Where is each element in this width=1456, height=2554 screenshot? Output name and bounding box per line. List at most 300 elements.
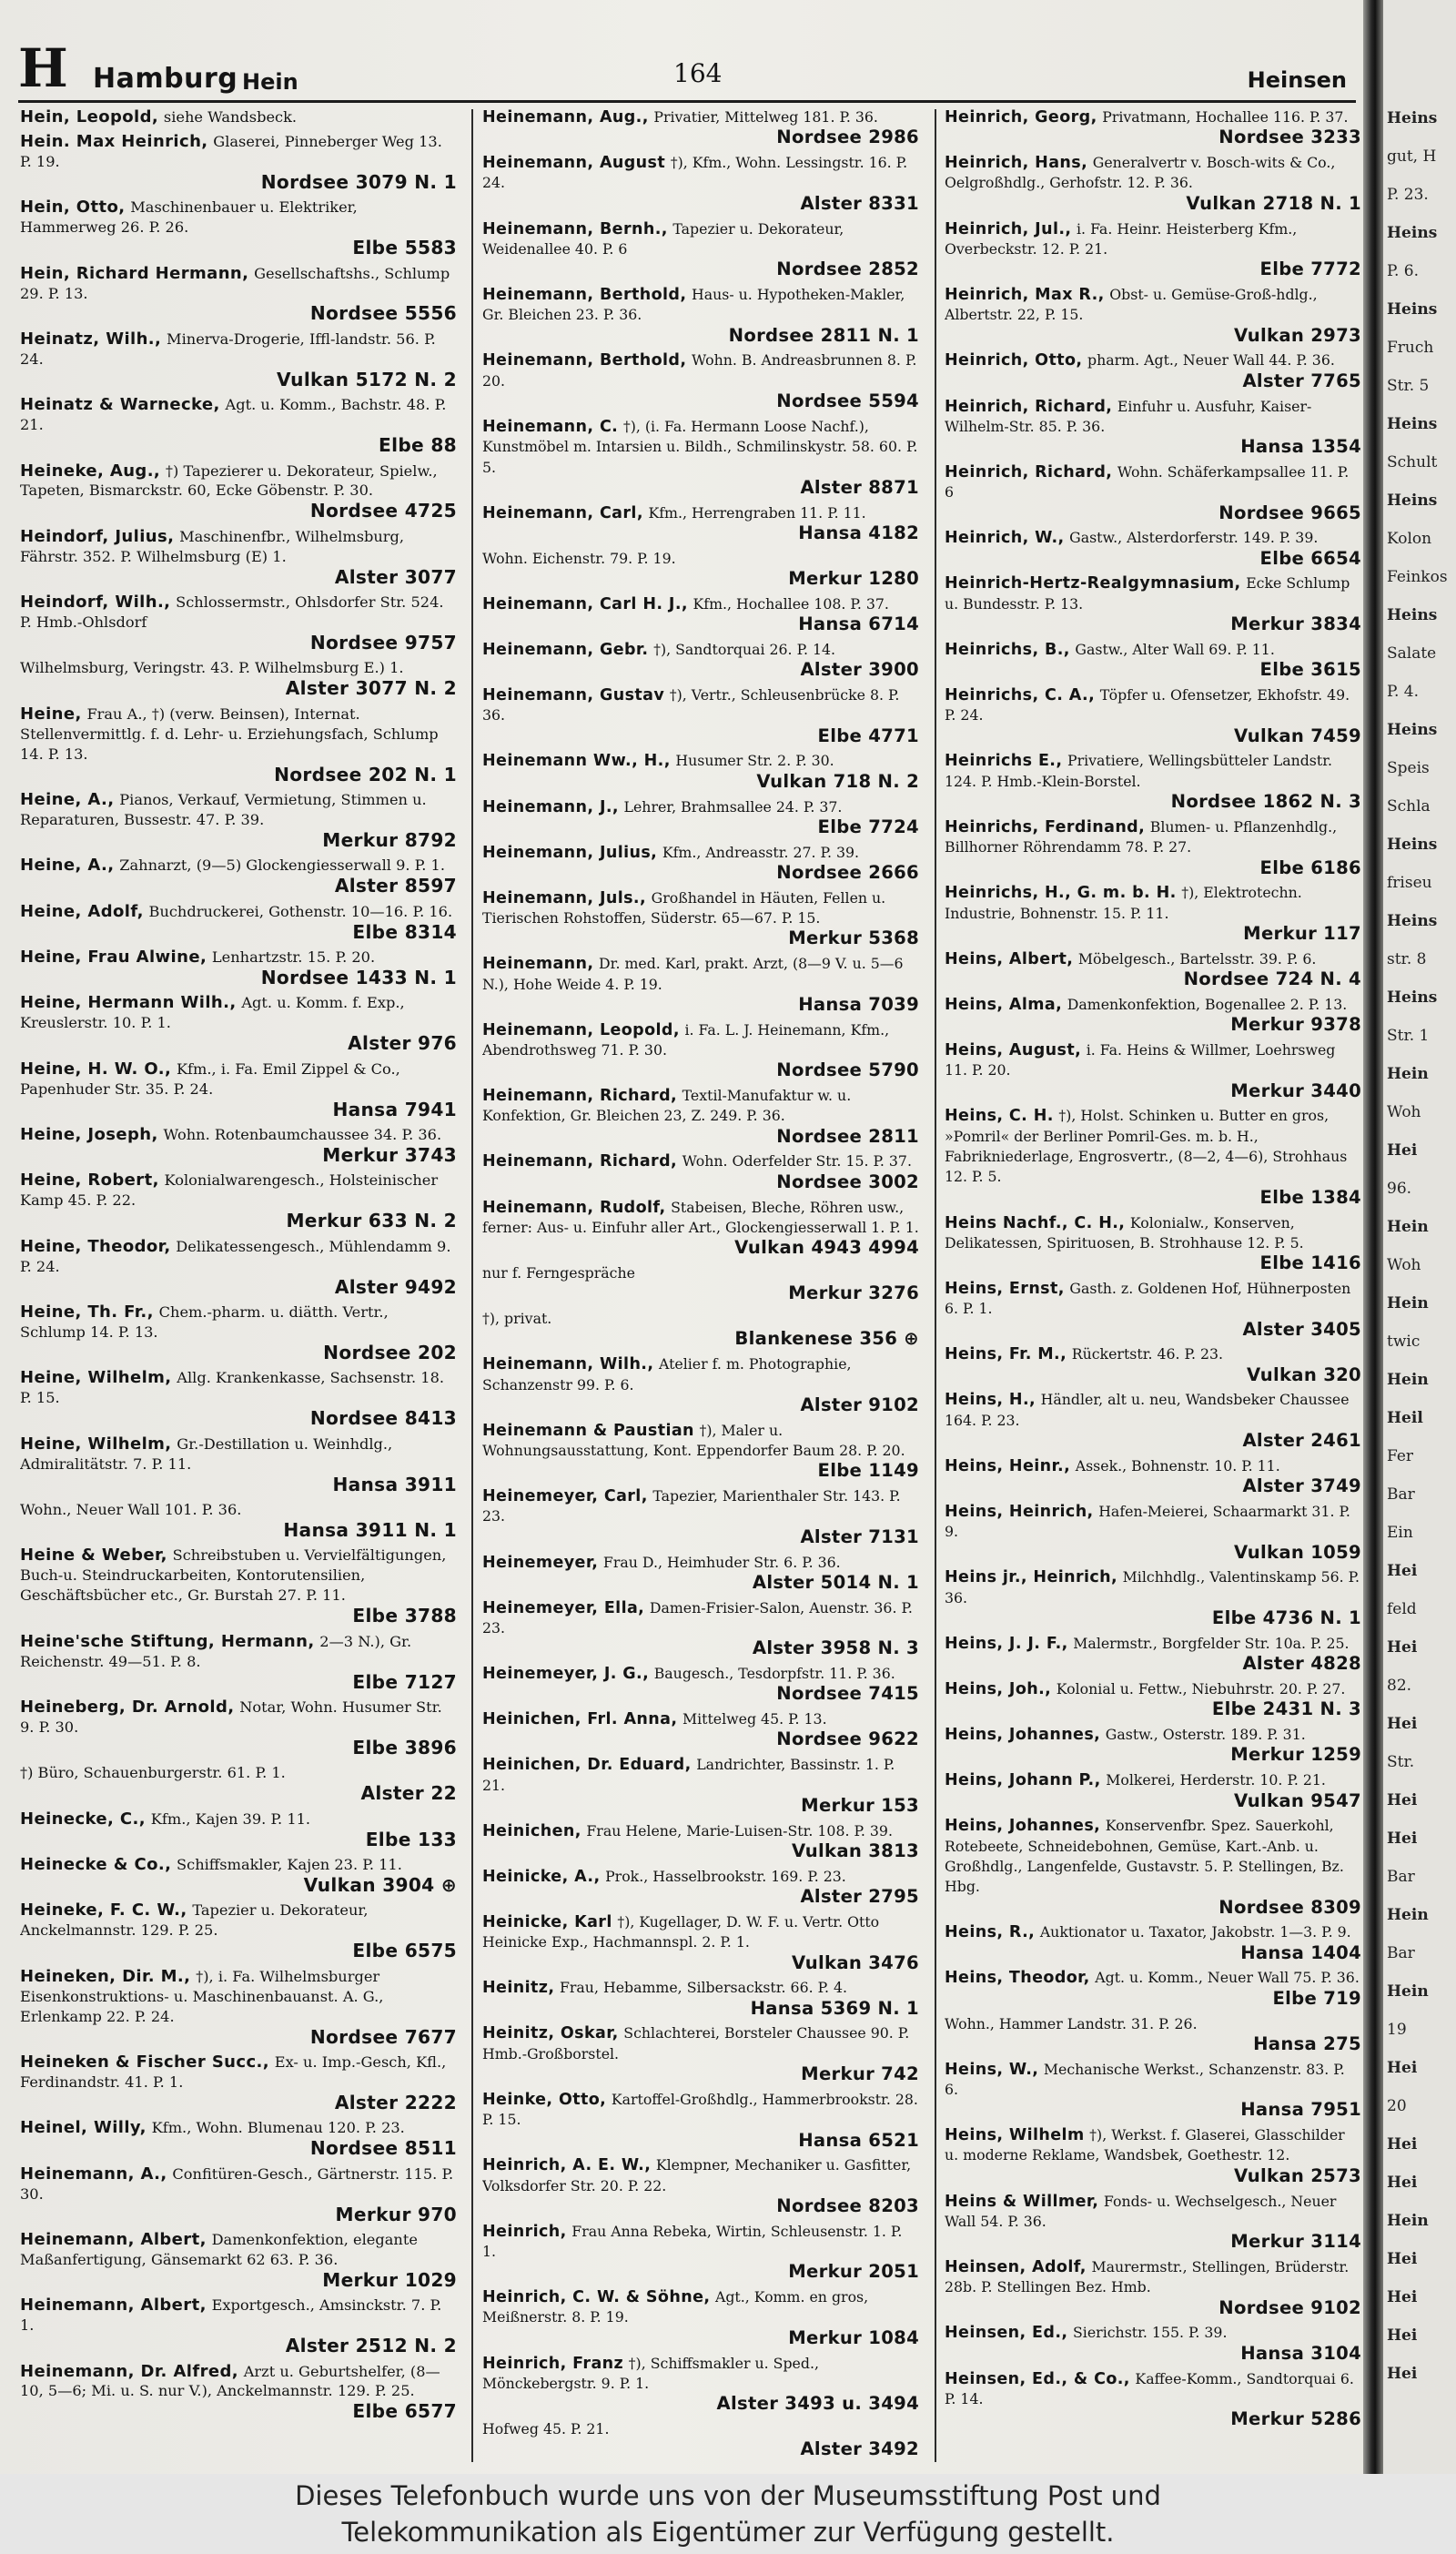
listing-name: Heinicke, Karl	[482, 1912, 612, 1931]
listing-entry	[20, 1809, 457, 1850]
listing-name: Heins, Alma,	[945, 995, 1063, 1014]
listing-entry	[20, 395, 457, 456]
page-header	[18, 36, 1356, 100]
listing-phone: Elbe 5583	[352, 237, 457, 259]
listing-details: Schlachterei, Borsteler Chaussee 90. P. Hmb.-Großborstel.	[482, 2024, 910, 2062]
listing-entry	[945, 685, 1361, 746]
listing-phone: Nordsee 9757	[309, 632, 457, 654]
listing-entry	[945, 817, 1361, 878]
listing-name: Heinemann, Carl H. J.,	[482, 594, 688, 613]
listing-name: Heinemann, Gebr.	[482, 640, 649, 659]
listing-name: Heinitz, Oskar,	[482, 2024, 619, 2043]
listing-phone: Nordsee 9102	[1218, 2296, 1361, 2318]
listing-details: Einfuhr u. Ausfuhr, Kaiser-Wilhelm-Str. 85. P. 36.	[945, 397, 1312, 435]
next-page-fragment: gut, H	[1387, 147, 1437, 166]
listing-details: †), Schiffsmakler u. Sped., Mönckebergstr. 9. P. 1.	[482, 2354, 819, 2392]
listing-name: Heine, Robert,	[20, 1171, 159, 1191]
listing-name: Heinemann, C.	[482, 417, 619, 436]
listing-details: Klempner, Mechaniker u. Gasfitter, Volksdorfer Str. 20. P. 22.	[482, 2156, 912, 2194]
listing-phone: Elbe 719	[1272, 1987, 1361, 2009]
listing-phone: Vulkan 9547	[1234, 1789, 1361, 1811]
next-page-fragment: Hei	[1387, 1562, 1418, 1580]
listing-details: †), i. Fa. Wilhelmsburger Eisenkonstruktions- u. Maschinenbauanst. A. G., Erlenkamp 22. P. 24.	[20, 1967, 384, 2025]
listing-phone: Merkur 1280	[788, 568, 919, 590]
listing-details: Rückertstr. 46. P. 23.	[1071, 1345, 1224, 1363]
listing-details: Stabeisen, Bleche, Röhren usw., ferner: Aus- u. Einfuhr aller Art., Glockengiesserwall 1. P. 1.	[482, 1198, 919, 1236]
listing-details: Gesellschaftshs., Schlump 29. P. 13.	[20, 264, 450, 302]
next-page-fragment: Hei	[1387, 2174, 1418, 2192]
listing-phone: Nordsee 7677	[309, 2025, 457, 2048]
listing-phone: Merkur 3834	[1230, 613, 1361, 635]
footer-banner	[0, 2474, 1456, 2554]
listing-phone: Nordsee 2986	[776, 127, 919, 148]
listing-phone: Merkur 3440	[1230, 1079, 1361, 1101]
next-page-fragment: str. 8	[1387, 950, 1427, 968]
listing-details: Lehrer, Brahmsallee 24. P. 37.	[623, 797, 843, 816]
listing-details: Privatiere, Wellingsbütteler Landstr. 124. P. Hmb.-Klein-Borstel.	[945, 752, 1333, 790]
listing-details: Händler, alt u. neu, Wandsbeker Chaussee 164. P. 23.	[945, 1391, 1350, 1429]
listing-name: Heindorf, Julius,	[20, 526, 175, 546]
next-page-fragment: Heins	[1387, 836, 1438, 854]
listing-details: Kartoffel-Großhdlg., Hammerbrookstr. 28. P. 15.	[482, 2090, 918, 2129]
listing-phone: Elbe 6575	[352, 1940, 457, 1962]
listing-details: Malermstr., Borgfelder Str. 10a. P. 25.	[1073, 1634, 1350, 1652]
next-page-fragment: 19	[1387, 2021, 1407, 2039]
listing-name: Heinemeyer, Ella,	[482, 1598, 645, 1617]
listing-entry	[20, 1059, 457, 1120]
listing-phone: Hansa 6521	[798, 2129, 919, 2151]
listing-phone: Merkur 3276	[788, 1282, 919, 1304]
listing-entry	[20, 902, 457, 943]
listing-name: Heinemann, Berthold,	[482, 351, 687, 370]
listing-phone: Vulkan 7459	[1234, 725, 1361, 746]
listing-details: i. Fa. Heins & Willmer, Loehrsweg 11. P. 20.	[945, 1040, 1336, 1079]
listing-name: Heinatz & Warnecke,	[20, 395, 220, 415]
listing-details: Kfm., Kajen 39. P. 11.	[150, 1809, 311, 1828]
listing-name: Heinrich-Hertz-Realgymnasium,	[945, 574, 1241, 593]
listing-details: Arzt u. Geburtshelfer, (8—10, 5—6; Mi. u. S. nur V.), Anckelmannstr. 129. P. 25.	[20, 2362, 440, 2400]
next-page-fragment: Salate	[1387, 644, 1437, 663]
listing-details: Auktionator u. Taxator, Jakobstr. 1—3. P. 9.	[1039, 1923, 1351, 1941]
listing-details: Wohn. Rotenbaumchaussee 34. P. 36.	[163, 1126, 442, 1144]
listing-entry	[482, 2023, 919, 2084]
listing-phone: Elbe 88	[379, 434, 457, 457]
listing-name: Heinitz,	[482, 1979, 555, 1998]
listing-phone: Alster 3077	[334, 565, 457, 588]
listing-name: Heinemann, Richard,	[482, 1087, 678, 1106]
listing-entry	[482, 2287, 919, 2348]
listing-phone: Merkur 970	[335, 2203, 457, 2225]
listing-details: Frau Helene, Marie-Luisen-Str. 108. P. 39.	[586, 1821, 893, 1839]
listing-name: Heinrich, Hans,	[945, 154, 1088, 173]
next-page-fragment: Hei	[1387, 1638, 1418, 1657]
next-page-fragment: 20	[1387, 2097, 1407, 2115]
listing-name: Heins, H.,	[945, 1391, 1036, 1410]
listing-phone: Merkur 153	[801, 1794, 919, 1816]
listing-phone: Alster 2512 N. 2	[285, 2335, 457, 2357]
range-end: Heinsen	[1247, 67, 1347, 93]
listing-name: Heine, Frau Alwine,	[20, 948, 207, 968]
listing-phone: Elbe 4771	[817, 725, 919, 746]
listing-details: Damen-Frisier-Salon, Auenstr. 36. P. 23.	[482, 1598, 913, 1637]
listing-entry	[20, 1237, 457, 1298]
listing-details: Schiffsmakler, Kajen 23. P. 11.	[177, 1855, 402, 1873]
listing-entry	[945, 1344, 1361, 1385]
listing-details: Tapezier u. Dekorateur, Anckelmannstr. 129. P. 25.	[20, 1901, 369, 1940]
listing-entry	[482, 1598, 919, 1659]
listing-name: Heine'sche Stiftung, Hermann,	[20, 1631, 315, 1651]
listing-phone: Nordsee 3002	[776, 1171, 919, 1192]
listing-phone: Elbe 3615	[1259, 659, 1361, 681]
listing-entry	[945, 2369, 1361, 2430]
listing-entry	[945, 350, 1361, 391]
listing-name: Heinrichs, C. A.,	[945, 686, 1096, 704]
listing-name: Heins, Johann P.,	[945, 1771, 1101, 1790]
next-page-fragment: P. 6.	[1387, 262, 1420, 280]
listing-entry	[945, 1106, 1361, 1208]
listing-details: Baugesch., Tesdorpfstr. 11. P. 36.	[653, 1665, 895, 1683]
listing-details: Assek., Bohnenstr. 10. P. 11.	[1075, 1456, 1280, 1475]
listing-details: Großhandel in Häuten, Fellen u. Tierischen Rohstoffen, Süderstr. 65—67. P. 15.	[482, 888, 886, 927]
listing-phone: Alster 7131	[800, 1525, 919, 1547]
listing-details: Frau A., †) (verw. Beinsen), Internat. Stellenvermittlg. f. d. Lehr- u. Erziehungsfach, Schlump 14. P. 13.	[20, 704, 439, 763]
listing-phone: Alster 2222	[334, 2091, 457, 2113]
listing-details: nur f. Ferngespräche	[482, 1264, 635, 1282]
listing-name: Heinrichs, Ferdinand,	[945, 817, 1146, 836]
listing-phone: Alster 3077 N. 2	[285, 677, 457, 700]
listing-entry	[20, 1967, 457, 2048]
listing-entry	[482, 1198, 919, 1259]
listing-phone: Elbe 1149	[817, 1460, 919, 1482]
listing-phone: Elbe 3788	[352, 1605, 457, 1627]
listing-name: Heinemann, A.,	[20, 2164, 167, 2184]
listing-name: Heinemann, Wilh.,	[482, 1355, 654, 1374]
listing-phone: Alster 8597	[334, 875, 457, 897]
listing-name: Hein, Leopold,	[20, 107, 159, 127]
listing-name: Heinemann, Aug.,	[482, 108, 649, 127]
next-page-fragment: Hei	[1387, 2135, 1418, 2154]
listing-entry	[945, 1968, 1361, 2009]
listing-details: Frau, Hebamme, Silbersackstr. 66. P. 4.	[559, 1979, 848, 1997]
listing-phone: Elbe 6654	[1259, 547, 1361, 569]
listing-phone: Nordsee 724 N. 4	[1183, 968, 1361, 990]
listing-phone: Vulkan 3476	[792, 1951, 919, 1973]
listing-entry	[482, 285, 919, 346]
listing-phone: Elbe 133	[365, 1828, 457, 1850]
listing-details: †), Elektrotechn. Industrie, Bohnenstr. 15. P. 11.	[945, 884, 1302, 922]
next-page-fragment: Hein	[1387, 1294, 1429, 1312]
page-number: 164	[673, 58, 723, 88]
listing-entry	[945, 1679, 1361, 1720]
listing-details: Zahnarzt, (9—5) Glockengiesserwall 9. P. 1.	[119, 856, 446, 875]
listing-entry	[482, 2090, 919, 2151]
listing-name: Heinemann, Gustav	[482, 686, 665, 704]
listing-entry	[945, 949, 1361, 990]
column-divider	[471, 109, 473, 2462]
listing-details: Frau D., Heimhuder Str. 6. P. 36.	[602, 1553, 841, 1571]
listing-phone: Vulkan 5172 N. 2	[277, 368, 457, 390]
listing-phone: Nordsee 3233	[1218, 127, 1361, 148]
listing-phone: Hansa 7951	[1240, 2099, 1361, 2121]
listing-entry	[945, 573, 1361, 634]
listing-details: Agt. u. Komm. f. Exp., Kreuslerstr. 10. P. 1.	[20, 994, 405, 1032]
column-2	[482, 107, 919, 2465]
listing-name: Heins, Fr. M.,	[945, 1345, 1067, 1364]
listing-details: Chem.-pharm. u. diätth. Vertr., Schlump 14. P. 13.	[20, 1303, 389, 1342]
column-divider	[935, 109, 936, 2462]
listing-details: Kfm., i. Fa. Emil Zippel & Co., Papenhuder Str. 35. P. 24.	[20, 1059, 400, 1098]
listing-phone: Alster 3958 N. 3	[752, 1637, 919, 1659]
listing-entry	[20, 1546, 457, 1627]
listing-phone: Nordsee 1862 N. 3	[1170, 791, 1361, 813]
listing-entry	[20, 1763, 457, 1804]
listing-name: Heinrich, Jul.,	[945, 219, 1072, 238]
listing-phone: Merkur 633 N. 2	[286, 1210, 457, 1232]
listing-phone: Vulkan 2718 N. 1	[1186, 192, 1361, 214]
listing-phone: Vulkan 718 N. 2	[756, 770, 919, 792]
listing-details: Haus- u. Hypotheken-Makler, Gr. Bleichen 23. P. 36.	[482, 285, 905, 324]
next-page-fragment: P. 4.	[1387, 683, 1420, 701]
listing-details: †), Sandtorquai 26. P. 14.	[653, 640, 836, 658]
listing-entry	[20, 527, 457, 588]
listing-entry	[482, 1912, 919, 1973]
listing-entry	[945, 153, 1361, 214]
listing-details: Kfm., Andreasstr. 27. P. 39.	[662, 843, 860, 861]
listing-entry	[945, 1040, 1361, 1101]
listing-name: Heins, R.,	[945, 1923, 1036, 1942]
listing-phone: Nordsee 1433 N. 1	[260, 967, 457, 989]
listing-phone: Vulkan 2973	[1234, 324, 1361, 346]
listing-name: Heins, Albert,	[945, 949, 1074, 968]
listing-entry	[20, 1125, 457, 1166]
listing-entry	[482, 843, 919, 884]
listing-entry	[20, 2164, 457, 2225]
listing-details: Damenkonfektion, Bogenallee 2. P. 13.	[1067, 995, 1348, 1013]
listing-details: Lenhartzstr. 15. P. 20.	[211, 948, 376, 967]
listing-details: Glaserei, Pinneberger Weg 13. P. 19.	[20, 132, 442, 170]
listing-phone: Nordsee 3079 N. 1	[260, 170, 457, 193]
listing-entry	[482, 1755, 919, 1816]
next-page-fragment: P. 23.	[1387, 186, 1429, 204]
listing-details: Kfm., Herrengraben 11. P. 11.	[648, 503, 866, 522]
listing-details: Fonds- u. Wechselgesch., Neuer Wall 54. P. 36.	[945, 2192, 1337, 2230]
listing-name: Heinichen, Frl. Anna,	[482, 1710, 678, 1729]
listing-details: Gastw., Alter Wall 69. P. 11.	[1075, 640, 1275, 658]
listing-details: †), Werkst. f. Glaserei, Glasschilder u. moderne Reklame, Wandsbek, Goethestr. 12.	[945, 2126, 1345, 2164]
listing-phone: Alster 7765	[1242, 370, 1361, 391]
listing-name: Heinemann, Carl,	[482, 503, 643, 522]
listing-phone: Merkur 1084	[788, 2326, 919, 2348]
listing-details: †) Tapezierer u. Dekorateur, Spielw., Tapeten, Bismarckstr. 60, Ecke Göbenstr. P. 30.	[20, 461, 438, 500]
listing-entry	[482, 1821, 919, 1862]
listing-name: Heine, Joseph,	[20, 1125, 158, 1145]
listing-name: Heinrich, Richard,	[945, 397, 1113, 416]
next-page-fragment: Hein	[1387, 1065, 1429, 1083]
listing-details: Minerva-Drogerie, Iffl-landstr. 56. P. 24.	[20, 329, 436, 368]
listing-phone: Merkur 117	[1243, 923, 1361, 944]
header-rule	[18, 100, 1356, 103]
listing-details: Kfm., Wohn. Blumenau 120. P. 23.	[151, 2119, 405, 2137]
listing-entry	[945, 1279, 1361, 1340]
listing-entry	[945, 883, 1361, 944]
listing-name: Heineken & Fischer Succ.,	[20, 2052, 270, 2072]
listing-details: Wilhelmsburg, Veringstr. 43. P. Wilhelmsburg E.) 1.	[20, 659, 404, 677]
listing-entry	[20, 2230, 457, 2291]
listing-name: Heine, Hermann Wilh.,	[20, 993, 237, 1013]
page-binding-shadow	[1363, 0, 1383, 2474]
listing-details: Privatier, Mittelweg 181. P. 36.	[653, 108, 878, 126]
next-page-fragment: Woh	[1387, 1256, 1421, 1274]
listing-entry	[482, 107, 919, 148]
listing-entry	[20, 1900, 457, 1961]
listing-name: Heinichen,	[482, 1821, 581, 1840]
listing-phone: Elbe 7127	[352, 1670, 457, 1693]
listing-entry	[482, 219, 919, 280]
listing-name: Heins, Heinr.,	[945, 1456, 1071, 1475]
listing-name: Hein. Max Heinrich,	[20, 131, 208, 151]
listing-name: Heinsen, Adolf,	[945, 2257, 1087, 2276]
listing-name: Heins, Theodor,	[945, 1969, 1090, 1988]
listing-entry	[945, 1634, 1361, 1675]
listing-entry	[945, 1456, 1361, 1497]
listing-name: Heine,	[20, 704, 82, 724]
listing-phone: Vulkan 4943 4994	[734, 1237, 919, 1259]
listing-entry	[482, 1867, 919, 1908]
listing-details: Exportgesch., Amsinckstr. 7. P. 1.	[20, 2296, 442, 2335]
next-page-fragment: 96.	[1387, 1180, 1412, 1198]
listing-details: Gasth. z. Goldenen Hof, Hühnerposten 6. P. 1.	[945, 1279, 1351, 1318]
next-page-fragment: Ein	[1387, 1524, 1413, 1542]
listing-name: Heinsen, Ed.,	[945, 2324, 1068, 2343]
listing-phone: Alster 9102	[800, 1394, 919, 1415]
next-page-fragment: Hein	[1387, 1371, 1429, 1389]
listing-details: Wohn. B. Andreasbrunnen 8. P. 20.	[482, 351, 917, 390]
listing-phone: Nordsee 8203	[776, 2194, 919, 2216]
listing-details: †), privat.	[482, 1310, 552, 1328]
next-page-fragment: Hein	[1387, 1906, 1429, 1924]
listing-name: Heinrich, Max R.,	[945, 285, 1105, 304]
listing-name: Heinemann, Julius,	[482, 843, 658, 862]
listing-phone: Hansa 1354	[1240, 436, 1361, 458]
next-page-fragment: Str.	[1387, 1753, 1415, 1771]
listing-phone: Alster 4828	[1242, 1653, 1361, 1675]
listing-details: Ex- u. Imp.-Gesch, Kfl., Ferdinandstr. 41. P. 1.	[20, 2052, 447, 2091]
listing-entry	[20, 132, 457, 193]
listing-entry	[482, 350, 919, 411]
listing-phone: Vulkan 3813	[792, 1840, 919, 1861]
listing-phone: Elbe 6577	[352, 2400, 457, 2423]
listing-name: Heinrich, Franz	[482, 2354, 624, 2373]
listing-name: Heins, Ernst,	[945, 1279, 1065, 1298]
listing-name: Heinemeyer, Carl,	[482, 1487, 648, 1506]
listing-entry	[20, 790, 457, 851]
listing-name: Heinemann, Leopold,	[482, 1020, 680, 1039]
listing-phone: Merkur 9378	[1230, 1014, 1361, 1036]
listing-details: Hofweg 45. P. 21.	[482, 2420, 610, 2437]
listing-entry	[20, 1500, 457, 1541]
listing-name: Heindorf, Wilh.,	[20, 593, 171, 613]
next-page-fragment: Hei	[1387, 2365, 1418, 2383]
listing-entry	[945, 1213, 1361, 1274]
next-page-fragment: Kolon	[1387, 530, 1432, 548]
listing-details: Hafen-Meierei, Schaarmarkt 31. P. 9.	[945, 1503, 1350, 1541]
next-page-fragment: Fruch	[1387, 339, 1434, 357]
listing-details: Gastw., Alsterdorferstr. 149. P. 39.	[1069, 529, 1319, 547]
listing-details: Damenkonfektion, elegante Maßanfertigung, Gänsemarkt 62 63. P. 36.	[20, 2230, 418, 2268]
listing-details: †), Holst. Schinken u. Butter en gros, »Pomril« der Berliner Pomril-Ges. m. b. H., Fabrikniederlage, Engrosvertr., (8—2, 4—6), Strohhaus 12. P. 5.	[945, 1107, 1348, 1186]
next-page-fragment: Hein	[1387, 2212, 1429, 2230]
listing-entry	[482, 1020, 919, 1081]
listing-details: Kolonialwarengesch., Holsteinischer Kamp 45. P. 22.	[20, 1171, 439, 1210]
listing-entry	[945, 2323, 1361, 2364]
next-page-fragment: Heil	[1387, 1409, 1423, 1427]
listing-details: Wohn. Eichenstr. 79. P. 19.	[482, 549, 676, 567]
listing-details: Milchhdlg., Valentinskamp 56. P. 36.	[945, 1568, 1360, 1606]
next-page-fragment: Heins	[1387, 988, 1438, 1007]
listing-entry	[20, 1302, 457, 1363]
listing-phone: Hansa 3104	[1240, 2342, 1361, 2364]
listing-name: Heinemann,	[482, 955, 594, 974]
next-page-fragment: Hei	[1387, 1829, 1418, 1848]
listing-details: Tapezier u. Dekorateur, Weidenallee 40. P. 6	[482, 219, 844, 258]
listing-name: Heine, Wilhelm,	[20, 1434, 172, 1454]
listing-phone: Hansa 7039	[798, 993, 919, 1015]
listing-entry	[482, 1421, 919, 1482]
listing-phone: Alster 3405	[1242, 1318, 1361, 1340]
listing-details: Pianos, Verkauf, Vermietung, Stimmen u. Reparaturen, Bussestr. 47. P. 39.	[20, 791, 427, 829]
listing-details: Obst- u. Gemüse-Groß-hdlg., Albertstr. 22, P. 15.	[945, 285, 1318, 324]
listing-entry	[20, 704, 457, 785]
listing-entry	[945, 995, 1361, 1036]
listing-details: Molkerei, Herderstr. 10. P. 21.	[1106, 1771, 1326, 1789]
listing-details: †) Büro, Schauenburgerstr. 61. P. 1.	[20, 1764, 286, 1782]
listing-phone: Nordsee 8309	[1218, 1896, 1361, 1918]
listing-phone: Merkur 3743	[322, 1144, 457, 1167]
next-page-fragment: feld	[1387, 1600, 1417, 1618]
listing-name: Heinemann, J.,	[482, 797, 619, 816]
next-page-fragment: twic	[1387, 1333, 1421, 1351]
listing-name: Heins & Willmer,	[945, 2192, 1099, 2211]
listing-entry	[482, 1263, 919, 1304]
listing-details: Maschinenfbr., Wilhelmsburg, Fährstr. 352. P. Wilhelmsburg (E) 1.	[20, 527, 405, 565]
listing-entry	[20, 198, 457, 258]
listing-entry	[482, 1309, 919, 1350]
listing-entry	[945, 1567, 1361, 1628]
listing-name: Heineberg, Dr. Arnold,	[20, 1697, 235, 1717]
listing-phone: Alster 9492	[334, 1275, 457, 1298]
listing-entry	[945, 1725, 1361, 1766]
listing-entry	[482, 1709, 919, 1750]
listing-phone: Alster 3492	[800, 2438, 919, 2460]
listing-details: Textil-Manufaktur w. u. Konfektion, Gr. Bleichen 23, Z. 249. P. 36.	[482, 1087, 852, 1125]
listing-phone: Elbe 7724	[817, 816, 919, 837]
next-page-fragment: Hei	[1387, 1141, 1418, 1160]
listing-entry	[482, 1553, 919, 1594]
listing-phone: Merkur 1259	[1230, 1744, 1361, 1766]
listing-entry	[20, 1855, 457, 1896]
listing-details: †), Kfm., Wohn. Lessingstr. 16. P. 24.	[482, 154, 908, 192]
next-page-fragment: Schla	[1387, 797, 1431, 816]
listing-name: Heins, August,	[945, 1040, 1082, 1059]
listing-name: Heinrich, C. W. & Söhne,	[482, 2288, 711, 2307]
listing-name: Heins, W.,	[945, 2060, 1039, 2079]
next-page-fragment: Heins	[1387, 606, 1438, 624]
listing-details: Ecke Schlump u. Bundesstr. P. 13.	[945, 574, 1350, 613]
listing-entry	[945, 751, 1361, 812]
listing-details: Schreibstuben u. Vervielfältigungen, Buch-u. Steindruckarbeiten, Kontorutensilien, Geschäftsbücher etc., Gr. Burstah 27. P. 11.	[20, 1546, 447, 1605]
next-page-fragment: Heins	[1387, 415, 1438, 433]
listing-name: Heinke, Otto,	[482, 2090, 607, 2109]
